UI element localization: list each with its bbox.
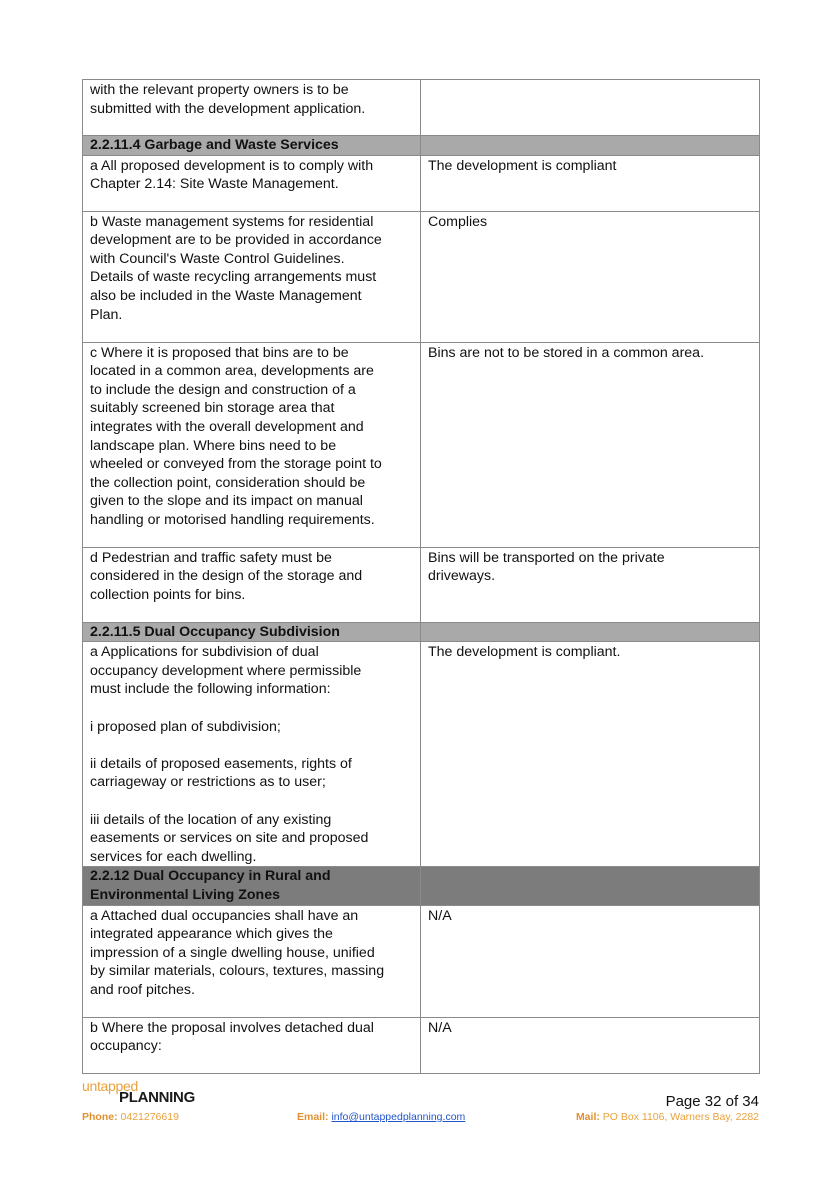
- section-title: 2.2.11.5 Dual Occupancy Subdivision: [83, 622, 421, 642]
- table-row: [83, 1017, 760, 1073]
- section-title-blank: [421, 136, 760, 156]
- logo-text-untapped: untapped: [82, 1078, 138, 1094]
- section-header-row: [83, 867, 760, 905]
- section-title-blank: [421, 622, 760, 642]
- footer-email: [297, 1111, 465, 1123]
- response-cell: Complies: [421, 211, 760, 342]
- response-cell: The development is compliant.: [421, 642, 760, 867]
- table-row: [83, 642, 760, 867]
- table-row: [83, 905, 760, 1017]
- table-row: [83, 547, 760, 622]
- response-cell: N/A: [421, 905, 760, 1017]
- email-link[interactable]: info@untappedplanning.com: [331, 1111, 466, 1123]
- page-footer: [82, 1078, 759, 1128]
- untapped-planning-logo: [82, 1078, 242, 1108]
- section-title-blank: [421, 867, 760, 905]
- requirement-cell: with the relevant property owners is to be submitted with the development application.: [83, 80, 421, 136]
- page-number: Page 32 of 34: [665, 1093, 759, 1110]
- response-cell: [421, 80, 760, 136]
- table-row: [83, 342, 760, 547]
- requirement-cell: a Applications for subdivision of dual occupancy development where permissible must include the following information: i proposed plan of subdivision; ii details of proposed easements, rights of carriageway or restrictions as to user; iii details of the location of any existing easements or services on site and proposed services for each dwelling.: [83, 642, 421, 867]
- requirement-cell: b Where the proposal involves detached dual occupancy:: [83, 1017, 421, 1073]
- requirement-cell: a Attached dual occupancies shall have an integrated appearance which gives the impression of a single dwelling house, unified by similar materials, colours, textures, massing and roof pitches.: [83, 905, 421, 1017]
- requirement-cell: a All proposed development is to comply with Chapter 2.14: Site Waste Management.: [83, 155, 421, 211]
- section-header-row: [83, 622, 760, 642]
- response-cell: Bins will be transported on the private driveways.: [421, 547, 760, 622]
- footer-mail: [576, 1111, 759, 1123]
- requirement-cell: b Waste management systems for residential development are to be provided in accordance with Council's Waste Control Guidelines. Details of waste recycling arrangements must also be included in the Waste Management Plan.: [83, 211, 421, 342]
- requirement-cell: c Where it is proposed that bins are to be located in a common area, developments are to include the design and construction of a suitably screened bin storage area that integrates with the overall development and landscape plan. Where bins need to be wheeled or conveyed from the storage point to the collection point, consideration should be given to the slope and its impact on manual handling or motorised handling requirements.: [83, 342, 421, 547]
- response-cell: N/A: [421, 1017, 760, 1073]
- email-label: Email:: [297, 1111, 329, 1123]
- table-row: [83, 80, 760, 136]
- requirement-cell: d Pedestrian and traffic safety must be considered in the design of the storage and collection points for bins.: [83, 547, 421, 622]
- mail-value: PO Box 1106, Warners Bay, 2282: [602, 1111, 759, 1123]
- logo-text-planning: PLANNING: [119, 1089, 195, 1106]
- table-row: [83, 155, 760, 211]
- phone-label: Phone:: [82, 1111, 118, 1123]
- section-title: 2.2.11.4 Garbage and Waste Services: [83, 136, 421, 156]
- mail-label: Mail:: [575, 1111, 600, 1123]
- phone-value: 0421276619: [120, 1111, 179, 1123]
- response-cell: Bins are not to be stored in a common area.: [421, 342, 760, 547]
- footer-phone: [82, 1111, 179, 1123]
- section-title: 2.2.12 Dual Occupancy in Rural and Environmental Living Zones: [83, 867, 421, 905]
- response-cell: The development is compliant: [421, 155, 760, 211]
- section-header-row: [83, 136, 760, 156]
- compliance-table-body: [83, 80, 760, 1074]
- compliance-table: [82, 79, 760, 1074]
- table-row: [83, 211, 760, 342]
